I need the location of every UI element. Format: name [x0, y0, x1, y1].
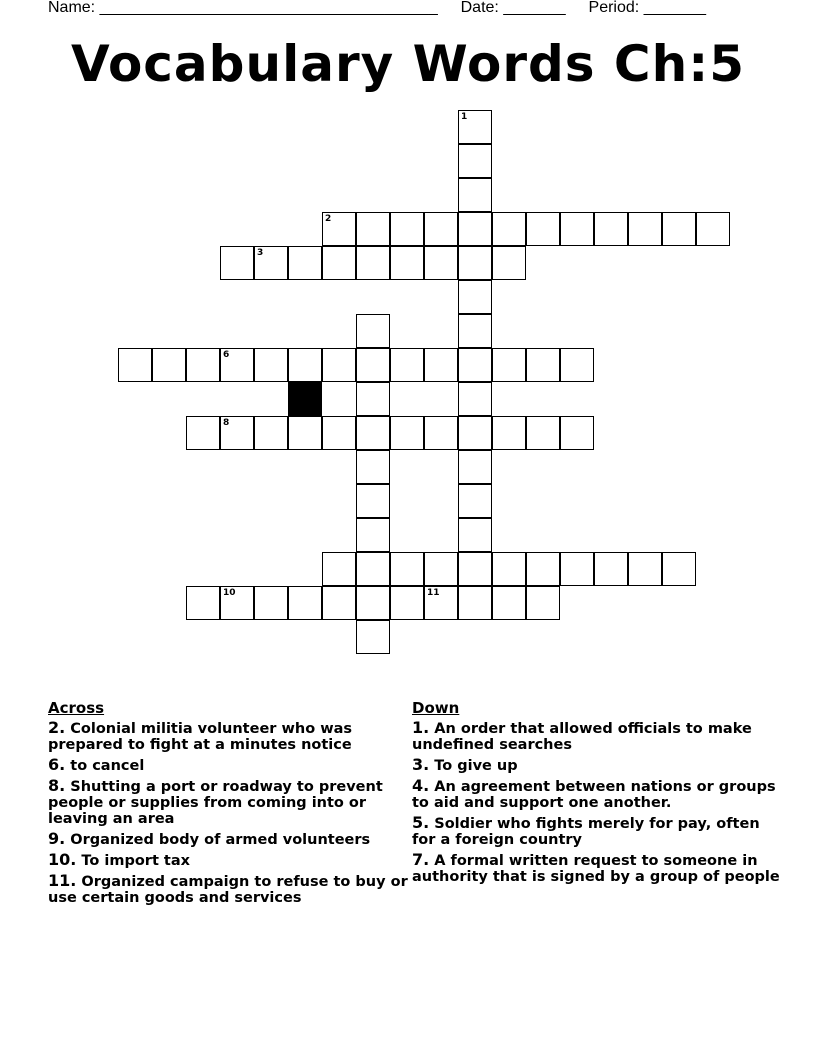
grid-cell[interactable] — [458, 586, 492, 620]
down-clues — [412, 700, 782, 889]
grid-cell[interactable] — [458, 212, 492, 246]
clue-number: 8. — [48, 776, 66, 795]
clue-number: 10. — [48, 850, 77, 869]
grid-cell[interactable] — [220, 586, 254, 620]
grid-cell[interactable] — [390, 416, 424, 450]
clue-number: 8 — [223, 418, 230, 428]
clue-number: 6. — [48, 755, 66, 774]
grid-cell[interactable] — [390, 212, 424, 246]
grid-cell[interactable] — [526, 212, 560, 246]
down-clue — [412, 852, 782, 885]
grid-cell[interactable] — [560, 416, 594, 450]
grid-cell[interactable] — [492, 586, 526, 620]
grid-cell[interactable] — [560, 552, 594, 586]
clue-text: Colonial militia volunteer who was prepared to fight at a minutes notice — [48, 721, 353, 753]
grid-cell[interactable] — [458, 178, 492, 212]
clue-number: 9. — [48, 829, 66, 848]
name-label: Name: — [48, 0, 96, 16]
down-clue-list — [412, 720, 782, 885]
grid-cell[interactable] — [458, 416, 492, 450]
clue-number: 7. — [412, 850, 430, 869]
grid-cell[interactable] — [526, 416, 560, 450]
down-clue — [412, 778, 782, 811]
clue-number: 3. — [412, 755, 430, 774]
period-label: Period: — [588, 0, 640, 16]
grid-cell[interactable] — [356, 620, 390, 654]
grid-cell[interactable] — [492, 246, 526, 280]
grid-cell[interactable] — [560, 212, 594, 246]
clue-text: Shutting a port or roadway to prevent people or supplies from coming into or leaving an area — [48, 779, 383, 827]
grid-cell[interactable] — [526, 586, 560, 620]
grid-cell[interactable] — [458, 518, 492, 552]
grid-cell[interactable] — [288, 416, 322, 450]
down-clue — [412, 757, 782, 774]
across-clue — [48, 720, 408, 753]
grid-cell[interactable] — [458, 450, 492, 484]
grid-cell[interactable] — [458, 382, 492, 416]
grid-cell[interactable] — [492, 552, 526, 586]
grid-cell[interactable] — [356, 314, 390, 348]
grid-cell[interactable] — [628, 212, 662, 246]
grid-cell[interactable] — [288, 586, 322, 620]
grid-cell[interactable] — [492, 212, 526, 246]
grid-cell[interactable] — [322, 212, 356, 246]
grid-cell[interactable] — [356, 212, 390, 246]
grid-cell[interactable] — [424, 246, 458, 280]
page-title: Vocabulary Words Ch:5 — [70, 35, 746, 93]
across-clue — [48, 852, 408, 869]
clue-number: 1 — [461, 112, 468, 122]
grid-cell[interactable] — [322, 552, 356, 586]
grid-cell[interactable] — [458, 484, 492, 518]
clue-text: To give up — [429, 758, 518, 774]
grid-cell[interactable] — [322, 246, 356, 280]
grid-cell[interactable] — [186, 348, 220, 382]
across-clue — [48, 831, 408, 848]
grid-cell[interactable] — [424, 552, 458, 586]
grid-cell[interactable] — [322, 416, 356, 450]
grid-cell[interactable] — [458, 280, 492, 314]
grid-cell[interactable] — [152, 348, 186, 382]
grid-cell[interactable] — [254, 586, 288, 620]
clue-number: 11. — [48, 871, 77, 890]
grid-cell[interactable] — [662, 552, 696, 586]
grid-cell[interactable] — [458, 246, 492, 280]
clue-number: 2 — [325, 214, 332, 224]
grid-cell[interactable] — [390, 586, 424, 620]
grid-cell[interactable] — [696, 212, 730, 246]
grid-cell[interactable] — [458, 348, 492, 382]
grid-cell[interactable] — [526, 552, 560, 586]
grid-cell[interactable] — [356, 518, 390, 552]
grid-cell[interactable] — [458, 144, 492, 178]
grid-cell[interactable] — [356, 450, 390, 484]
across-clues — [48, 700, 408, 910]
clue-text: An agreement between nations or groups to aid and support one another. — [412, 779, 776, 811]
grid-cell[interactable] — [322, 348, 356, 382]
grid-cell[interactable] — [424, 348, 458, 382]
grid-cell[interactable] — [356, 416, 390, 450]
clue-text: to cancel — [65, 758, 145, 774]
grid-cell[interactable] — [118, 348, 152, 382]
grid-cell[interactable] — [424, 416, 458, 450]
clue-number: 10 — [223, 588, 236, 598]
grid-cell[interactable] — [662, 212, 696, 246]
grid-cell[interactable] — [492, 416, 526, 450]
clue-text: Soldier who fights merely for pay, often for a foreign country — [412, 816, 760, 848]
clue-number: 2. — [48, 718, 66, 737]
grid-cell[interactable] — [186, 586, 220, 620]
across-clue — [48, 757, 408, 774]
clue-number: 3 — [257, 248, 264, 258]
across-clue-list — [48, 720, 408, 906]
grid-cell[interactable] — [356, 552, 390, 586]
grid-cell[interactable] — [322, 586, 356, 620]
grid-cell[interactable] — [356, 348, 390, 382]
across-heading: Across — [48, 699, 105, 717]
grid-cell[interactable] — [526, 348, 560, 382]
grid-cell[interactable] — [424, 586, 458, 620]
clue-number: 6 — [223, 350, 230, 360]
clue-text: To import tax — [76, 853, 190, 869]
across-clue — [48, 873, 408, 906]
period-field[interactable]: _______ — [643, 0, 706, 16]
grid-cell[interactable] — [254, 416, 288, 450]
grid-cell[interactable] — [254, 348, 288, 382]
grid-cell[interactable] — [492, 348, 526, 382]
grid-cell[interactable] — [390, 246, 424, 280]
grid-cell[interactable] — [220, 416, 254, 450]
clue-number: 4. — [412, 776, 430, 795]
grid-cell[interactable] — [594, 212, 628, 246]
clue-text: An order that allowed officials to make undefined searches — [412, 721, 752, 753]
grid-cell[interactable] — [356, 382, 390, 416]
clue-number: 1. — [412, 718, 430, 737]
clue-text: A formal written request to someone in authority that is signed by a group of people — [412, 853, 780, 885]
grid-cell[interactable] — [458, 552, 492, 586]
black-cell — [288, 382, 322, 416]
grid-cell[interactable] — [220, 246, 254, 280]
clue-number: 5. — [412, 813, 430, 832]
clue-text: Organized body of armed volunteers — [65, 832, 371, 848]
clue-text: Organized campaign to refuse to buy or use certain goods and services — [48, 874, 408, 906]
down-clue — [412, 720, 782, 753]
grid-cell[interactable] — [356, 246, 390, 280]
grid-cell[interactable] — [390, 348, 424, 382]
grid-cell[interactable] — [628, 552, 662, 586]
grid-cell[interactable] — [458, 110, 492, 144]
grid-cell[interactable] — [356, 586, 390, 620]
across-clue — [48, 778, 408, 827]
grid-cell[interactable] — [186, 416, 220, 450]
clue-number: 11 — [427, 588, 440, 598]
grid-cell[interactable] — [356, 484, 390, 518]
grid-cell[interactable] — [390, 552, 424, 586]
grid-cell[interactable] — [594, 552, 628, 586]
grid-cell[interactable] — [288, 246, 322, 280]
grid-cell[interactable] — [560, 348, 594, 382]
date-label: Date: — [460, 0, 499, 16]
grid-cell[interactable] — [288, 348, 322, 382]
name-field[interactable]: ______________________________________ — [99, 0, 438, 16]
grid-cell[interactable] — [458, 314, 492, 348]
down-heading: Down — [412, 699, 460, 717]
date-field[interactable]: _______ — [503, 0, 566, 16]
grid-cell[interactable] — [220, 348, 254, 382]
down-clue — [412, 815, 782, 848]
grid-cell[interactable] — [424, 212, 458, 246]
grid-cell[interactable] — [254, 246, 288, 280]
